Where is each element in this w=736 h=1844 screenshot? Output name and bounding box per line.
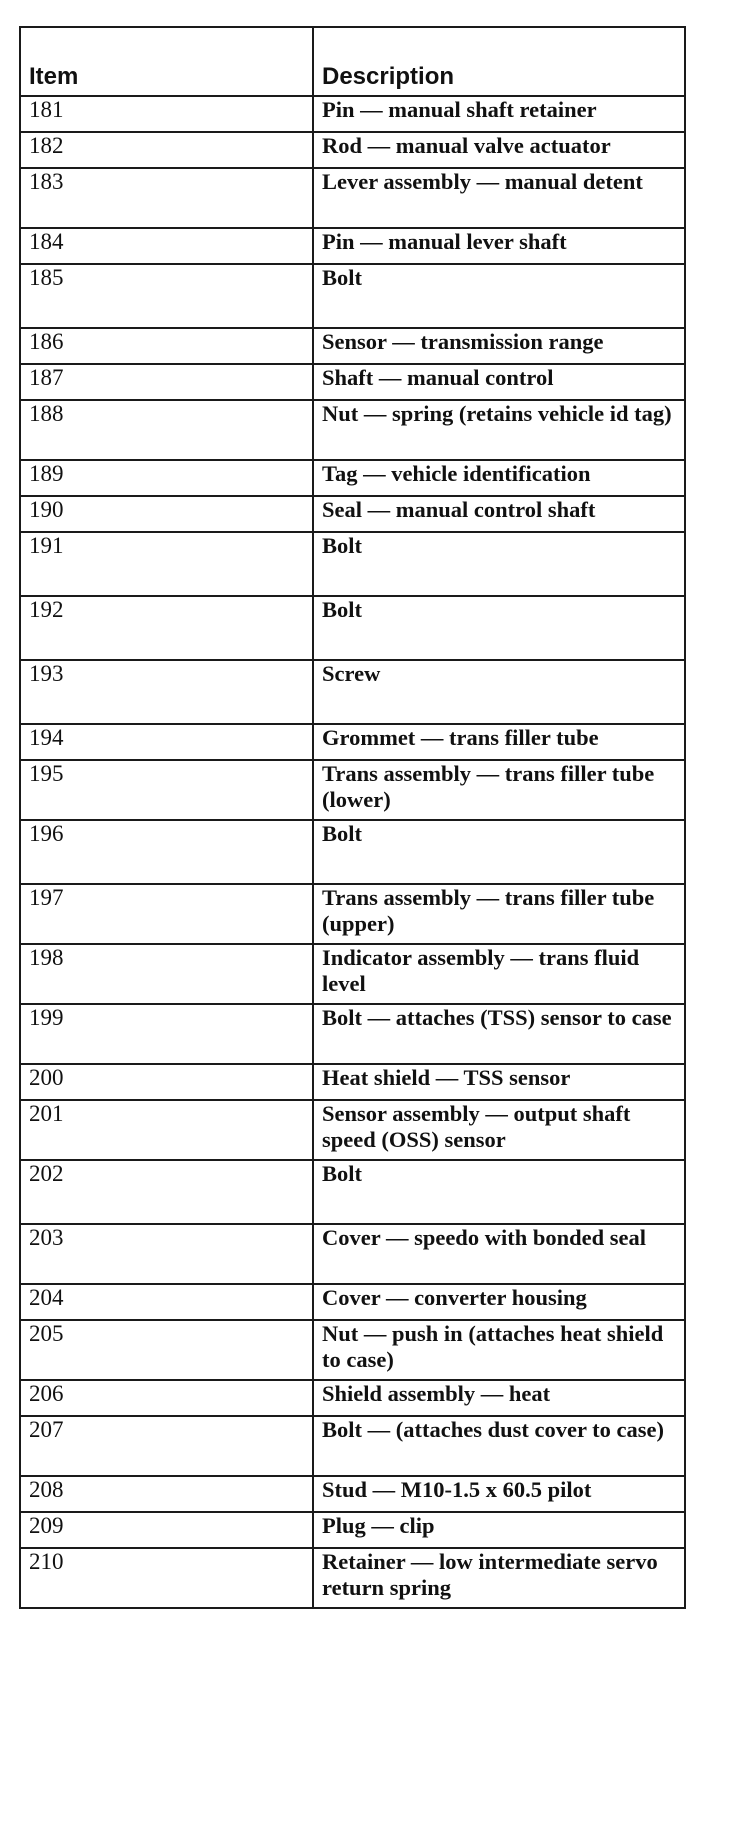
item-description: Cover — converter housing (313, 1284, 685, 1320)
table-row (20, 1548, 685, 1608)
item-description: Bolt — attaches (TSS) sensor to case (313, 1004, 685, 1064)
item-description: Plug — clip (313, 1512, 685, 1548)
table-row (20, 1380, 685, 1416)
header-item: Item (20, 27, 313, 96)
table-row (20, 596, 685, 660)
table-row (20, 1320, 685, 1380)
item-number: 194 (20, 724, 313, 760)
item-number: 196 (20, 820, 313, 884)
item-description: Bolt (313, 264, 685, 328)
item-number: 183 (20, 168, 313, 228)
table-row (20, 1224, 685, 1284)
item-description: Trans assembly — trans filler tube (upper) (313, 884, 685, 944)
table-row (20, 264, 685, 328)
item-description: Bolt (313, 596, 685, 660)
item-number: 193 (20, 660, 313, 724)
item-number: 182 (20, 132, 313, 168)
item-description: Tag — vehicle identification (313, 460, 685, 496)
table-row (20, 944, 685, 1004)
item-number: 203 (20, 1224, 313, 1284)
item-number: 208 (20, 1476, 313, 1512)
item-description: Grommet — trans filler tube (313, 724, 685, 760)
item-description: Bolt (313, 1160, 685, 1224)
table-row (20, 496, 685, 532)
item-description: Nut — push in (attaches heat shield to case) (313, 1320, 685, 1380)
item-description: Stud — M10-1.5 x 60.5 pilot (313, 1476, 685, 1512)
table-row (20, 1100, 685, 1160)
item-number: 199 (20, 1004, 313, 1064)
header-description: Description (313, 27, 685, 96)
item-description: Bolt — (attaches dust cover to case) (313, 1416, 685, 1476)
table-row (20, 820, 685, 884)
item-description: Cover — speedo with bonded seal (313, 1224, 685, 1284)
table-row (20, 1064, 685, 1100)
table-row (20, 1284, 685, 1320)
table-row (20, 660, 685, 724)
table-row (20, 760, 685, 820)
item-description: Sensor assembly — output shaft speed (OSS) sensor (313, 1100, 685, 1160)
item-number: 195 (20, 760, 313, 820)
item-description: Screw (313, 660, 685, 724)
item-description: Trans assembly — trans filler tube (lower) (313, 760, 685, 820)
item-number: 201 (20, 1100, 313, 1160)
item-description: Bolt (313, 532, 685, 596)
table-row (20, 1160, 685, 1224)
item-description: Shaft — manual control (313, 364, 685, 400)
item-number: 184 (20, 228, 313, 264)
table-row (20, 364, 685, 400)
table-row (20, 96, 685, 132)
table-row (20, 1416, 685, 1476)
item-description: Pin — manual shaft retainer (313, 96, 685, 132)
table-header-row (20, 27, 685, 96)
item-number: 204 (20, 1284, 313, 1320)
item-number: 181 (20, 96, 313, 132)
item-number: 210 (20, 1548, 313, 1608)
table-row (20, 1512, 685, 1548)
item-number: 197 (20, 884, 313, 944)
item-description: Shield assembly — heat (313, 1380, 685, 1416)
item-description: Pin — manual lever shaft (313, 228, 685, 264)
table-row (20, 884, 685, 944)
item-number: 209 (20, 1512, 313, 1548)
item-number: 190 (20, 496, 313, 532)
item-number: 192 (20, 596, 313, 660)
table-row (20, 532, 685, 596)
item-number: 186 (20, 328, 313, 364)
item-description: Retainer — low intermediate servo return spring (313, 1548, 685, 1608)
item-description: Heat shield — TSS sensor (313, 1064, 685, 1100)
item-description: Bolt (313, 820, 685, 884)
item-number: 198 (20, 944, 313, 1004)
parts-table (19, 26, 686, 1609)
table-row (20, 724, 685, 760)
table-row (20, 132, 685, 168)
parts-table-body (20, 96, 685, 1608)
item-number: 191 (20, 532, 313, 596)
item-number: 187 (20, 364, 313, 400)
item-number: 189 (20, 460, 313, 496)
item-number: 207 (20, 1416, 313, 1476)
item-description: Sensor — transmission range (313, 328, 685, 364)
table-row (20, 168, 685, 228)
item-number: 200 (20, 1064, 313, 1100)
item-description: Lever assembly — manual detent (313, 168, 685, 228)
table-row (20, 460, 685, 496)
item-number: 202 (20, 1160, 313, 1224)
item-number: 206 (20, 1380, 313, 1416)
item-description: Nut — spring (retains vehicle id tag) (313, 400, 685, 460)
item-number: 185 (20, 264, 313, 328)
item-number: 188 (20, 400, 313, 460)
item-description: Rod — manual valve actuator (313, 132, 685, 168)
item-description: Indicator assembly — trans fluid level (313, 944, 685, 1004)
table-row (20, 1476, 685, 1512)
item-number: 205 (20, 1320, 313, 1380)
table-row (20, 228, 685, 264)
item-description: Seal — manual control shaft (313, 496, 685, 532)
table-row (20, 328, 685, 364)
table-row (20, 400, 685, 460)
table-row (20, 1004, 685, 1064)
